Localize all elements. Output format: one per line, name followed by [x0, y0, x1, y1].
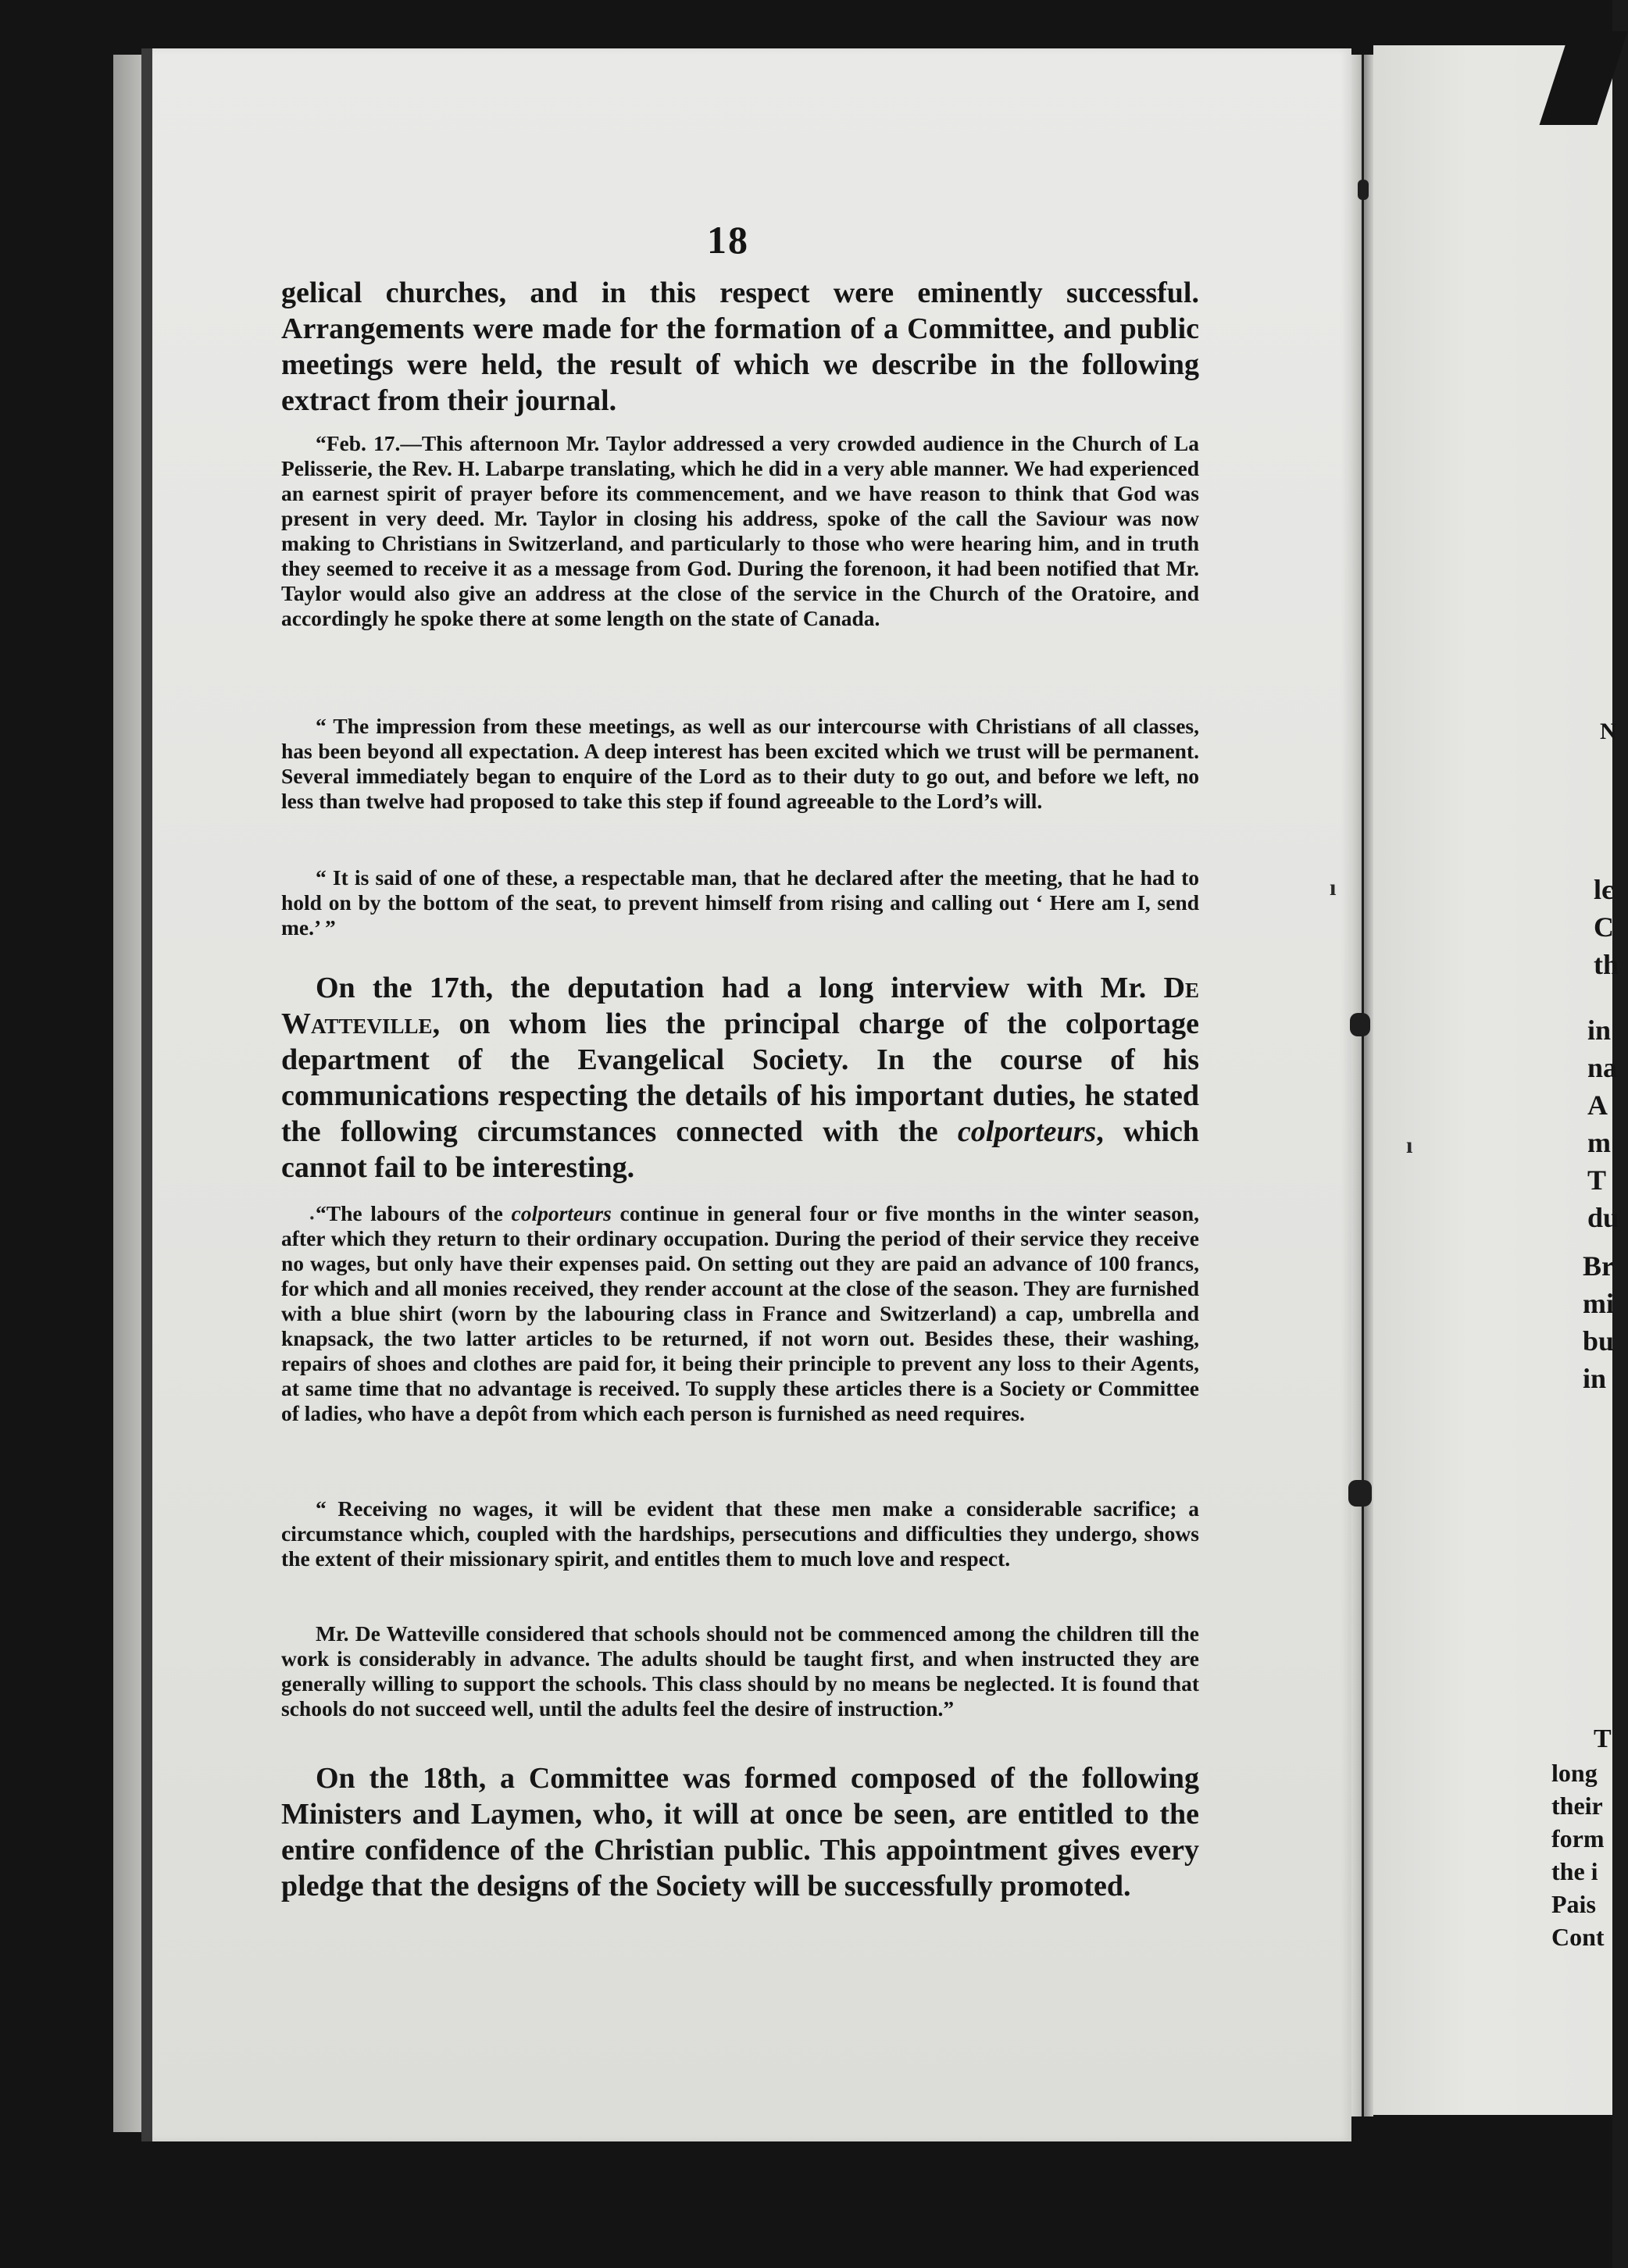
binding-knot: [1358, 180, 1369, 200]
margin-mark: ı: [1406, 1132, 1413, 1158]
right-page-fragment: lє: [1594, 874, 1614, 905]
right-page-fragment: long: [1551, 1759, 1598, 1787]
page-stack-edge: [113, 55, 152, 2132]
paragraph-text: On the 17th, the deputation had a long interview with Mr.: [316, 972, 1147, 1004]
right-page-fragment: m: [1587, 1127, 1611, 1158]
right-page-fragment: T: [1594, 1724, 1612, 1753]
quote-text: “The labours of the: [316, 1201, 503, 1225]
quote-no-wages: “ Receiving no wages, it will be evident that these men make a considerable sacrifice; a circumstance which, coupled with the hardships, persecutions and difficulties they undergo, shows the extent of their missionary spirit, and entitles them to much love and respect.: [281, 1496, 1199, 1571]
paragraph-de-watteville: [281, 970, 1199, 1186]
right-page-fragment: form: [1551, 1824, 1605, 1853]
right-page-fragment: du: [1587, 1202, 1619, 1233]
quote-feb-17: “Feb. 17.—This afternoon Mr. Taylor addressed a very crowded audience in the Church of La Pelisserie, the Rev. H. Labarpe translating, which he did in a very able manner. We had experienced an earnest spirit of prayer before its commencement, and we have reason to think that God was present in very deed. Mr. Taylor in closing his address, spoke of the call the Saviour was now making to Christians in Switzerland, and particularly to those who were hearing him, and in truth they seemed to receive it as a message from God. During the forenoon, it had been notified that Mr. Taylor would also give an address at the close of the service in the Church of the Oratoire, and accordingly he spoke there at some length on the state of Canada.: [281, 431, 1199, 630]
paragraph-text: , on whom lies the principal charge of the colportage department of the Evangelical Society. In the course of his communications respecting the details of his important duties, he stated the following circumstances connected with the: [281, 1007, 1199, 1148]
right-page-fragment: the i: [1551, 1857, 1598, 1885]
quote-impression: “ The impression from these meetings, as well as our intercourse with Christians of all classes, has been beyond all expectation. A deep interest has been excited which we trust will be permanent. Several immediately began to enquire of the Lord as to their duty to go out, and before we left, no less than twelve had proposed to take this step if found agreeable to the Lord’s will.: [281, 714, 1199, 813]
binding-knot: [1350, 1013, 1370, 1036]
person-name: De Watteville: [281, 972, 1199, 1040]
right-page-fragment: Br: [1583, 1250, 1614, 1282]
italic-term: colporteurs: [957, 1115, 1097, 1148]
paragraph-intro: gelical churches, and in this respect were eminently successful. Arrangements were made for the formation of a Committee, and public meetings were held, the result of which we describe in the following extract from their journal.: [281, 276, 1199, 417]
binding-knot: [1348, 1480, 1372, 1507]
italic-term: colporteurs: [511, 1201, 612, 1225]
right-page-fragment: in: [1583, 1363, 1607, 1394]
right-page-fragment: th: [1594, 949, 1619, 980]
quote-text: continue in general four or five months in the winter season, after which they return to their ordinary occupation. During the period of their service they receive no wages, but only have their expenses paid. On setting out they are paid an advance of 100 francs, for which and all monies received, they render account at the close of the season. They are furnished with a blue shirt (worn by the labouring class in France and Switzerland) a cap, umbrella and knapsack, the two latter articles to be returned, if not worn out. Besides these, their washing, repairs of shoes and clothes are paid for, it being their principle to prevent any loss to their Agents, at same time that no advantage is received. To supply these articles there is a Society or Committee of ladies, who have a depôt from which each person is furnished as need requires.: [281, 1201, 1200, 1425]
paragraph-text: , which cannot fail to be interesting.: [281, 1115, 1200, 1184]
binding-thread: [1362, 55, 1364, 2116]
right-page-fragment: their: [1551, 1792, 1603, 1820]
right-page-fragment: T: [1587, 1164, 1607, 1196]
quote-colporteurs: [281, 1201, 1199, 1426]
paragraph-committee: On the 18th, a Committee was formed composed of the following Ministers and Laymen, who, it will at once be seen, are entitled to the entire confidence of the Christian public. This appointment gives every pledge that the designs of the Society will be successfully promoted.: [281, 1762, 1199, 1902]
margin-mark: ı: [1330, 875, 1337, 900]
page-number: 18: [707, 218, 749, 262]
margin-mark: ·: [309, 1207, 316, 1229]
right-page-fragment: in: [1587, 1015, 1612, 1046]
right-page-fragment: Pais: [1551, 1890, 1596, 1918]
right-page-fragment: bu: [1583, 1325, 1615, 1357]
right-page-fragment: mi: [1583, 1288, 1614, 1319]
right-page-fragment: na: [1587, 1052, 1618, 1083]
right-page-fragment: N: [1600, 719, 1617, 744]
right-page-fragment: Cont: [1551, 1923, 1605, 1951]
quote-schools: Mr. De Watteville considered that schools should not be commenced among the children till the work is considerably in advance. The adults should be taught first, and when instructed they are generally willing to support the schools. This class should by no means be neglected. It is found that schools do not succeed well, until the adults feel the desire of instruction.”: [281, 1621, 1199, 1721]
right-page-fragment: C: [1594, 911, 1614, 943]
right-page-fragment: A: [1587, 1089, 1608, 1121]
quote-one-of-these: “ It is said of one of these, a respectable man, that he declared after the meeting, that he had to hold on by the bottom of the seat, to prevent himself from rising and calling out ‘ Here am I, send me.’ ”: [281, 865, 1199, 940]
